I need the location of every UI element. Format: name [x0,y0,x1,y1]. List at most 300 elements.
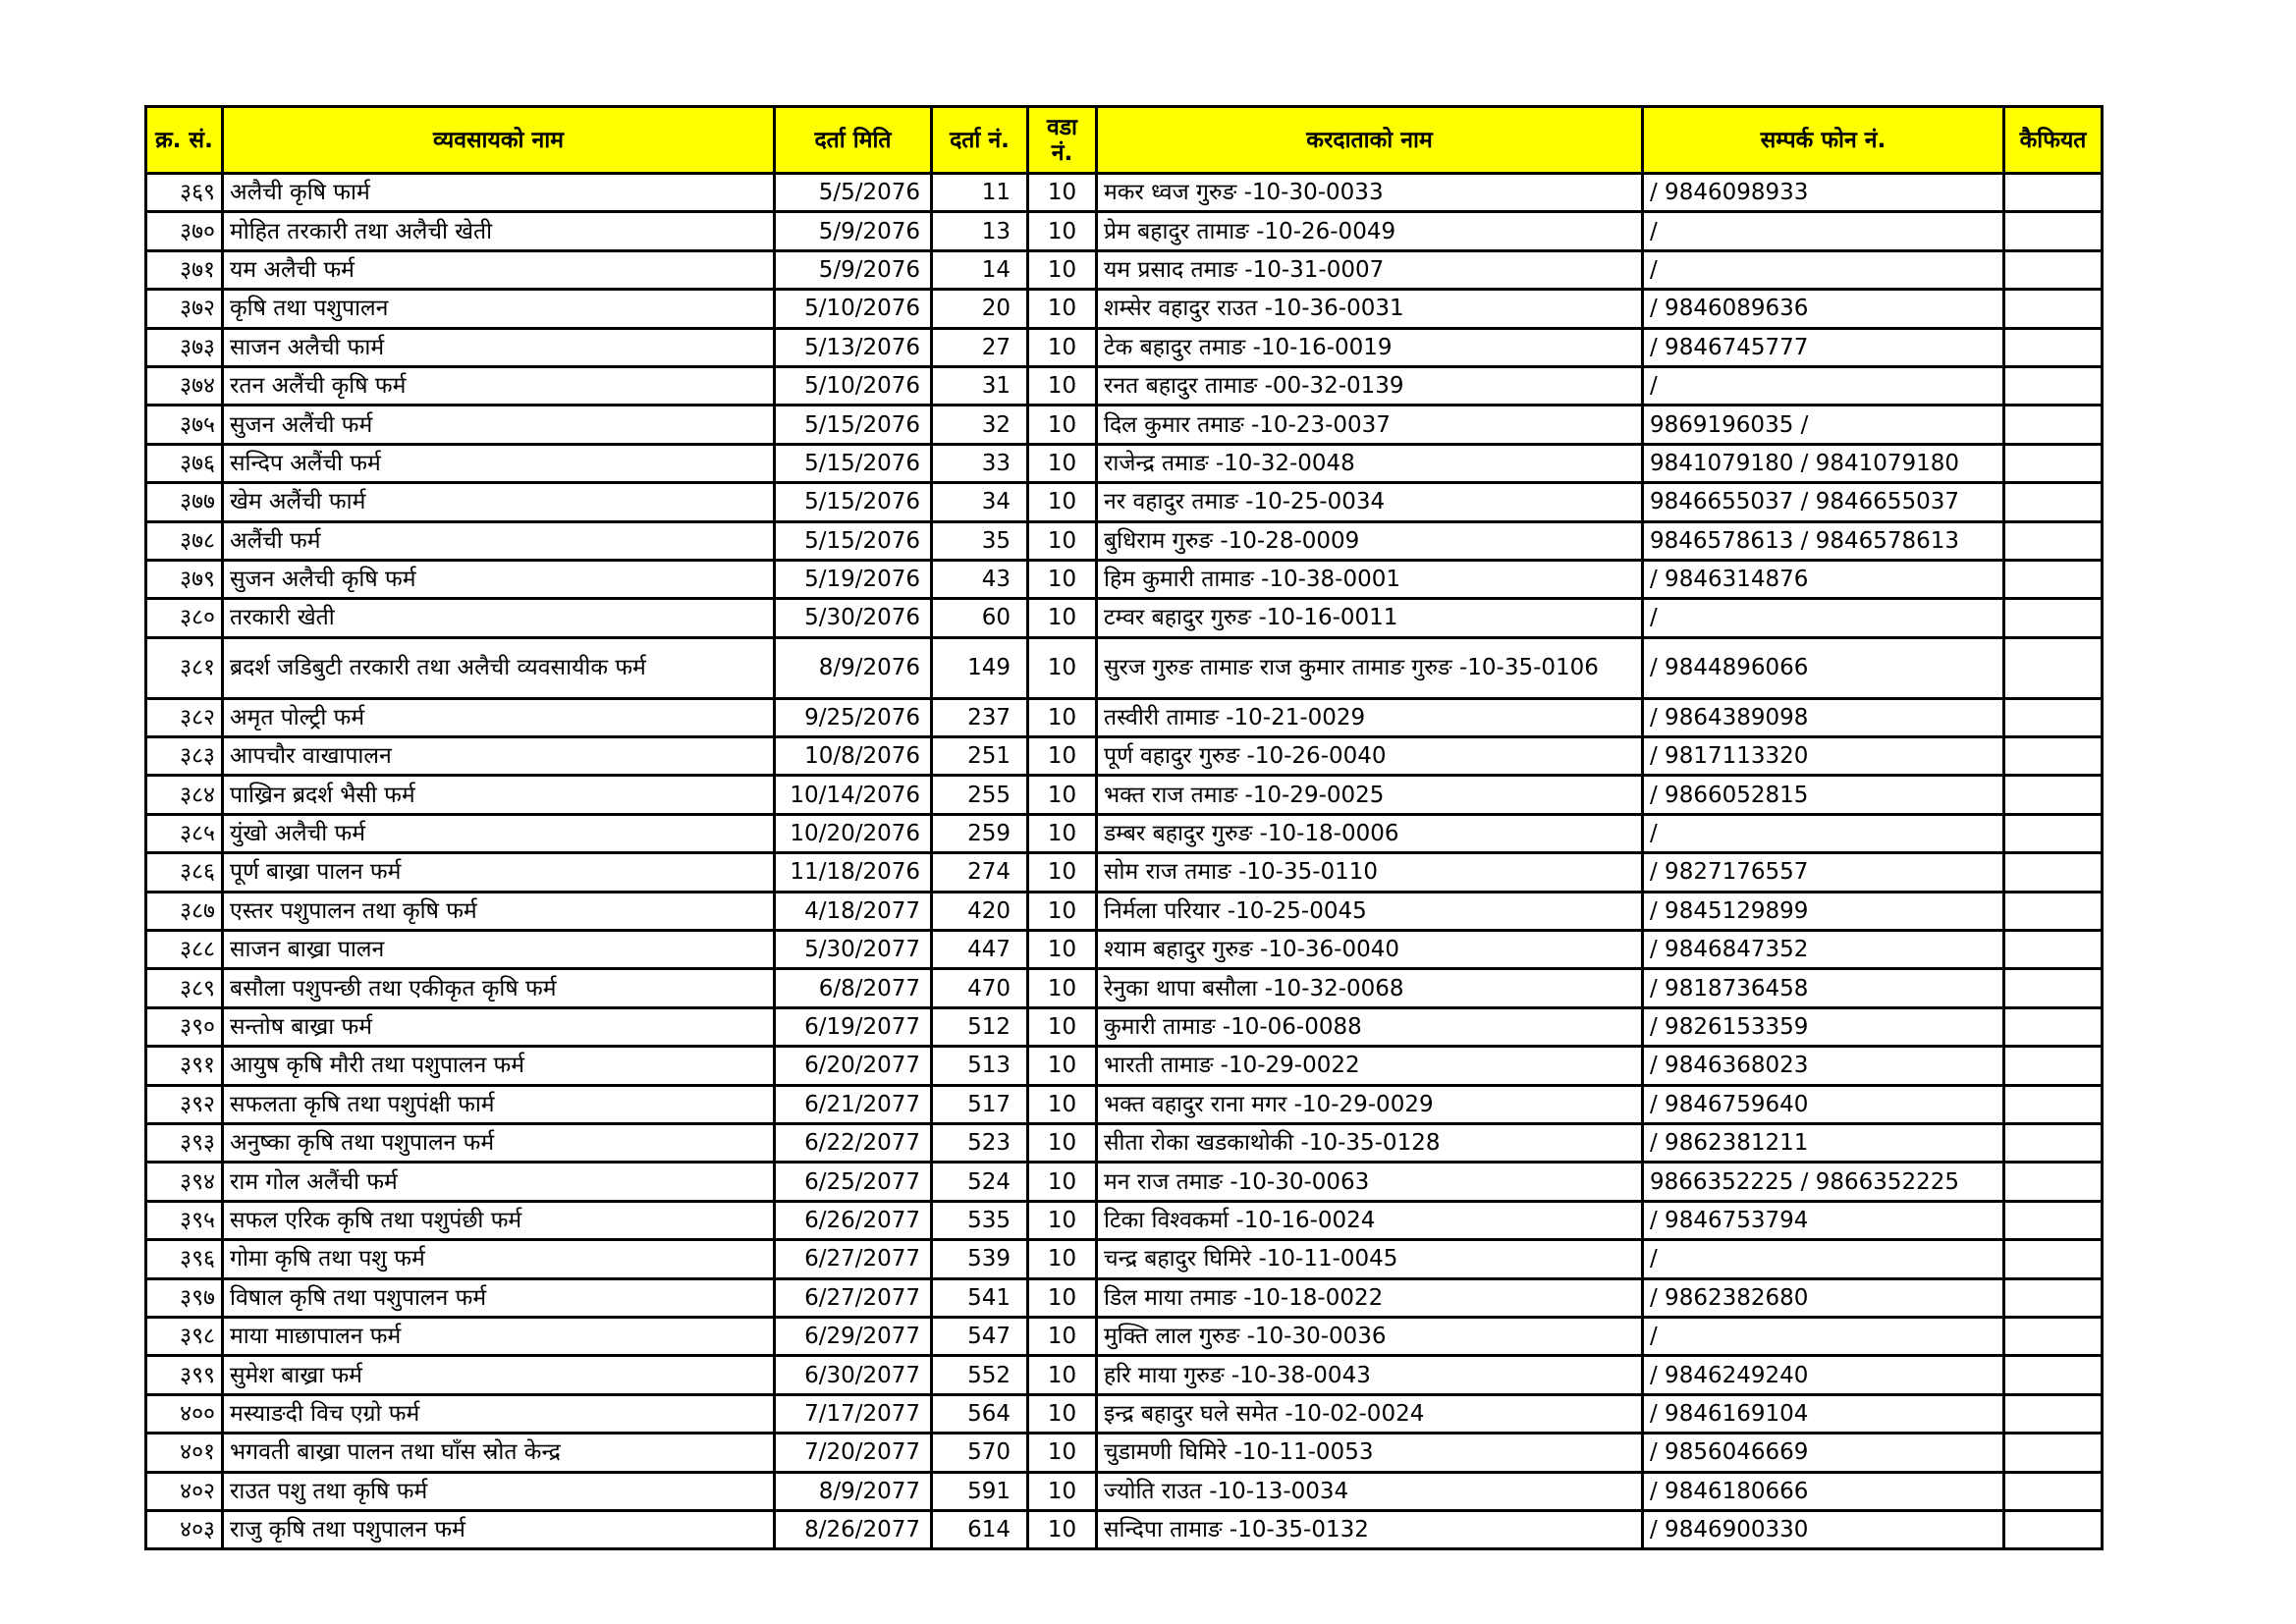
cell-reg-date: 5/13/2076 [775,328,932,366]
cell-phone: / [1643,250,2004,289]
cell-business-name: रतन अलैंची कृषि फर्म [223,366,775,405]
cell-serial: ३९६ [146,1240,223,1278]
table-row [146,637,2103,698]
cell-remarks [2004,250,2103,289]
cell-phone: / 9846089636 [1643,290,2004,328]
cell-taxpayer-name: दिल कुमार तमाङ -10-23-0037 [1097,406,1643,444]
cell-reg-no: 255 [932,776,1028,814]
cell-serial: ३७६ [146,444,223,482]
cell-taxpayer-name: श्याम बहादुर गुरुङ -10-36-0040 [1097,931,1643,969]
cell-reg-no: 570 [932,1434,1028,1472]
cell-taxpayer-name: भक्त वहादुर राना मगर -10-29-0029 [1097,1085,1643,1123]
cell-phone: / [1643,814,2004,852]
cell-remarks [2004,328,2103,366]
cell-ward: 10 [1028,776,1097,814]
col-header-phone: सम्पर्क फोन नं. [1643,107,2004,174]
cell-remarks [2004,1201,2103,1239]
cell-remarks [2004,1240,2103,1278]
cell-taxpayer-name: डम्बर बहादुर गुरुङ -10-18-0006 [1097,814,1643,852]
cell-business-name: गोमा कृषि तथा पशु फर्म [223,1240,775,1278]
cell-reg-no: 591 [932,1472,1028,1510]
cell-ward: 10 [1028,853,1097,892]
cell-reg-date: 6/27/2077 [775,1240,932,1278]
cell-ward: 10 [1028,1085,1097,1123]
cell-phone: / 9846314876 [1643,560,2004,598]
cell-serial: ३७१ [146,250,223,289]
cell-reg-date: 7/17/2077 [775,1394,932,1433]
cell-ward: 10 [1028,250,1097,289]
cell-reg-no: 43 [932,560,1028,598]
table-row [146,1472,2103,1510]
cell-reg-no: 512 [932,1007,1028,1046]
table-row [146,1047,2103,1085]
cell-reg-date: 6/26/2077 [775,1201,932,1239]
cell-reg-no: 34 [932,483,1028,521]
cell-ward: 10 [1028,814,1097,852]
cell-serial: ३९० [146,1007,223,1046]
cell-serial: ४०० [146,1394,223,1433]
cell-phone: / 9864389098 [1643,698,2004,736]
cell-reg-no: 60 [932,599,1028,637]
cell-reg-no: 564 [932,1394,1028,1433]
cell-reg-no: 11 [932,174,1028,212]
cell-serial: ३७९ [146,560,223,598]
cell-taxpayer-name: निर्मला परियार -10-25-0045 [1097,892,1643,930]
table-row [146,1394,2103,1433]
cell-phone: 9846578613 / 9846578613 [1643,521,2004,560]
table-row [146,1085,2103,1123]
cell-reg-date: 11/18/2076 [775,853,932,892]
cell-serial: ३७४ [146,366,223,405]
cell-remarks [2004,1317,2103,1355]
col-header-business-name: व्यवसायको नाम [223,107,775,174]
cell-taxpayer-name: राजेन्द्र तमाङ -10-32-0048 [1097,444,1643,482]
cell-remarks [2004,483,2103,521]
cell-reg-no: 149 [932,637,1028,698]
table-row [146,406,2103,444]
cell-phone: / 9844896066 [1643,637,2004,698]
cell-phone: / [1643,1240,2004,1278]
cell-reg-date: 5/9/2076 [775,250,932,289]
cell-serial: ३८४ [146,776,223,814]
cell-taxpayer-name: शम्सेर वहादुर राउत -10-36-0031 [1097,290,1643,328]
table-row [146,892,2103,930]
cell-taxpayer-name: डिल माया तमाङ -10-18-0022 [1097,1278,1643,1317]
table-row [146,290,2103,328]
cell-reg-date: 5/19/2076 [775,560,932,598]
cell-serial: ३९२ [146,1085,223,1123]
cell-phone: / 9846249240 [1643,1356,2004,1394]
table-row [146,1278,2103,1317]
cell-serial: ३८५ [146,814,223,852]
cell-serial: ३८८ [146,931,223,969]
cell-taxpayer-name: सोम राज तमाङ -10-35-0110 [1097,853,1643,892]
cell-business-name: विषाल कृषि तथा पशुपालन फर्म [223,1278,775,1317]
business-registry-sheet [144,105,2101,1550]
cell-remarks [2004,599,2103,637]
table-row [146,931,2103,969]
cell-business-name: अलैची कृषि फार्म [223,174,775,212]
cell-phone: / [1643,212,2004,250]
cell-taxpayer-name: टम्वर बहादुर गुरुङ -10-16-0011 [1097,599,1643,637]
cell-reg-date: 5/9/2076 [775,212,932,250]
cell-reg-date: 5/10/2076 [775,366,932,405]
cell-taxpayer-name: मुक्ति लाल गुरुङ -10-30-0036 [1097,1317,1643,1355]
cell-ward: 10 [1028,1434,1097,1472]
cell-business-name: राउत पशु तथा कृषि फर्म [223,1472,775,1510]
table-row [146,599,2103,637]
cell-serial: ३७३ [146,328,223,366]
cell-taxpayer-name: नर वहादुर तमाङ -10-25-0034 [1097,483,1643,521]
table-row [146,560,2103,598]
cell-reg-no: 274 [932,853,1028,892]
table-row [146,1240,2103,1278]
cell-serial: ३७२ [146,290,223,328]
cell-phone: 9846655037 / 9846655037 [1643,483,2004,521]
table-row [146,1123,2103,1162]
cell-reg-no: 447 [932,931,1028,969]
table-row [146,483,2103,521]
col-header-reg-no: दर्ता नं. [932,107,1028,174]
cell-business-name: राजु कृषि तथा पशुपालन फर्म [223,1510,775,1548]
business-registry-table [144,105,2104,1550]
cell-taxpayer-name: तस्वीरी तामाङ -10-21-0029 [1097,698,1643,736]
cell-business-name: आपचौर वाखापालन [223,737,775,776]
cell-business-name: आयुष कृषि मौरी तथा पशुपालन फर्म [223,1047,775,1085]
cell-serial: ३९८ [146,1317,223,1355]
cell-ward: 10 [1028,366,1097,405]
cell-remarks [2004,1510,2103,1548]
table-row [146,1510,2103,1548]
cell-reg-date: 6/29/2077 [775,1317,932,1355]
cell-reg-no: 31 [932,366,1028,405]
cell-reg-date: 5/15/2076 [775,521,932,560]
cell-business-name: साजन अलैची फार्म [223,328,775,366]
cell-remarks [2004,1123,2103,1162]
cell-reg-no: 523 [932,1123,1028,1162]
table-row [146,328,2103,366]
cell-ward: 10 [1028,444,1097,482]
cell-reg-date: 5/30/2076 [775,599,932,637]
cell-taxpayer-name: भारती तामाङ -10-29-0022 [1097,1047,1643,1085]
cell-ward: 10 [1028,1472,1097,1510]
cell-business-name: भगवती बाख्रा पालन तथा घाँस स्रोत केन्द्र [223,1434,775,1472]
cell-remarks [2004,1472,2103,1510]
cell-business-name: कृषि तथा पशुपालन [223,290,775,328]
cell-remarks [2004,174,2103,212]
cell-remarks [2004,521,2103,560]
cell-phone: / 9817113320 [1643,737,2004,776]
cell-reg-no: 541 [932,1278,1028,1317]
table-row [146,776,2103,814]
table-row [146,1007,2103,1046]
cell-ward: 10 [1028,737,1097,776]
table-row [146,212,2103,250]
cell-reg-date: 5/5/2076 [775,174,932,212]
cell-reg-no: 13 [932,212,1028,250]
col-header-reg-date: दर्ता मिति [775,107,932,174]
cell-business-name: युंखो अलैची फर्म [223,814,775,852]
table-row [146,853,2103,892]
cell-business-name: सन्दिप अलैंची फर्म [223,444,775,482]
cell-phone: / 9846180666 [1643,1472,2004,1510]
cell-remarks [2004,1007,2103,1046]
cell-serial: ३८६ [146,853,223,892]
cell-reg-date: 5/15/2076 [775,444,932,482]
table-body [146,174,2103,1549]
cell-reg-date: 6/27/2077 [775,1278,932,1317]
cell-phone: / [1643,366,2004,405]
cell-reg-no: 547 [932,1317,1028,1355]
cell-remarks [2004,931,2103,969]
cell-remarks [2004,406,2103,444]
cell-serial: ३८३ [146,737,223,776]
cell-ward: 10 [1028,1047,1097,1085]
cell-reg-date: 6/19/2077 [775,1007,932,1046]
cell-taxpayer-name: भक्त राज तमाङ -10-29-0025 [1097,776,1643,814]
cell-ward: 10 [1028,406,1097,444]
table-row [146,737,2103,776]
cell-phone: / 9826153359 [1643,1007,2004,1046]
table-row [146,174,2103,212]
cell-reg-no: 420 [932,892,1028,930]
cell-ward: 10 [1028,328,1097,366]
table-row [146,1356,2103,1394]
cell-serial: ३८० [146,599,223,637]
table-row [146,1317,2103,1355]
cell-serial: ३८७ [146,892,223,930]
cell-remarks [2004,814,2103,852]
cell-phone: / 9846847352 [1643,931,2004,969]
cell-business-name: मस्याङदी विच एग्रो फर्म [223,1394,775,1433]
cell-reg-no: 614 [932,1510,1028,1548]
cell-ward: 10 [1028,1356,1097,1394]
cell-phone: / 9845129899 [1643,892,2004,930]
cell-phone: 9866352225 / 9866352225 [1643,1163,2004,1201]
cell-business-name: बसौला पशुपन्छी तथा एकीकृत कृषि फर्म [223,969,775,1007]
cell-reg-date: 5/15/2076 [775,406,932,444]
cell-business-name: अलैंची फर्म [223,521,775,560]
cell-business-name: सफल एरिक कृषि तथा पशुपंछी फर्म [223,1201,775,1239]
cell-business-name: राम गोल अलैंची फर्म [223,1163,775,1201]
cell-taxpayer-name: चन्द्र बहादुर घिमिरे -10-11-0045 [1097,1240,1643,1278]
cell-serial: ३७० [146,212,223,250]
table-row [146,1201,2103,1239]
cell-business-name: मोहित तरकारी तथा अलैची खेती [223,212,775,250]
cell-business-name: सुजन अलैंची फर्म [223,406,775,444]
cell-phone: / 9827176557 [1643,853,2004,892]
cell-reg-date: 5/15/2076 [775,483,932,521]
cell-reg-date: 6/20/2077 [775,1047,932,1085]
cell-serial: ३६९ [146,174,223,212]
cell-ward: 10 [1028,1240,1097,1278]
cell-phone: / 9818736458 [1643,969,2004,1007]
cell-remarks [2004,1047,2103,1085]
cell-phone: / 9862382680 [1643,1278,2004,1317]
cell-reg-date: 8/9/2077 [775,1472,932,1510]
cell-serial: ३८९ [146,969,223,1007]
cell-phone: / 9846098933 [1643,174,2004,212]
cell-reg-date: 10/14/2076 [775,776,932,814]
cell-ward: 10 [1028,892,1097,930]
cell-reg-date: 6/22/2077 [775,1123,932,1162]
cell-serial: ४०२ [146,1472,223,1510]
cell-taxpayer-name: सुरज गुरुङ तामाङ राज कुमार तामाङ गुरुङ -10-35-0106 [1097,637,1643,698]
cell-remarks [2004,969,2103,1007]
cell-ward: 10 [1028,1123,1097,1162]
cell-taxpayer-name: सन्दिपा तामाङ -10-35-0132 [1097,1510,1643,1548]
cell-reg-date: 5/30/2077 [775,931,932,969]
cell-remarks [2004,1085,2103,1123]
cell-remarks [2004,1394,2103,1433]
cell-reg-date: 6/25/2077 [775,1163,932,1201]
cell-reg-date: 9/25/2076 [775,698,932,736]
cell-taxpayer-name: बुधिराम गुरुङ -10-28-0009 [1097,521,1643,560]
cell-phone: 9841079180 / 9841079180 [1643,444,2004,482]
cell-ward: 10 [1028,483,1097,521]
cell-business-name: एस्तर पशुपालन तथा कृषि फर्म [223,892,775,930]
cell-taxpayer-name: प्रेम बहादुर तामाङ -10-26-0049 [1097,212,1643,250]
cell-reg-date: 6/21/2077 [775,1085,932,1123]
cell-business-name: माया माछापालन फर्म [223,1317,775,1355]
cell-remarks [2004,637,2103,698]
table-row [146,521,2103,560]
cell-reg-date: 10/20/2076 [775,814,932,852]
cell-phone: / 9846900330 [1643,1510,2004,1548]
cell-serial: ३८२ [146,698,223,736]
cell-ward: 10 [1028,969,1097,1007]
cell-taxpayer-name: हिम कुमारी तामाङ -10-38-0001 [1097,560,1643,598]
cell-ward: 10 [1028,1394,1097,1433]
cell-ward: 10 [1028,637,1097,698]
cell-serial: ३७५ [146,406,223,444]
cell-reg-no: 552 [932,1356,1028,1394]
cell-remarks [2004,1356,2103,1394]
cell-reg-no: 35 [932,521,1028,560]
cell-business-name: सुजन अलैची कृषि फर्म [223,560,775,598]
cell-phone: / 9866052815 [1643,776,2004,814]
cell-ward: 10 [1028,521,1097,560]
table-header [146,107,2103,174]
table-row [146,366,2103,405]
cell-reg-no: 251 [932,737,1028,776]
cell-taxpayer-name: पूर्ण वहादुर गुरुङ -10-26-0040 [1097,737,1643,776]
cell-business-name: अनुष्का कृषि तथा पशुपालन फर्म [223,1123,775,1162]
cell-ward: 10 [1028,560,1097,598]
cell-reg-date: 8/26/2077 [775,1510,932,1548]
table-row [146,250,2103,289]
cell-reg-date: 8/9/2076 [775,637,932,698]
cell-serial: ३८१ [146,637,223,698]
col-header-remarks: कैफियत [2004,107,2103,174]
col-header-serial: क्र. सं. [146,107,223,174]
cell-reg-no: 33 [932,444,1028,482]
col-header-taxpayer-name: करदाताको नाम [1097,107,1643,174]
cell-taxpayer-name: कुमारी तामाङ -10-06-0088 [1097,1007,1643,1046]
cell-ward: 10 [1028,1163,1097,1201]
cell-reg-no: 524 [932,1163,1028,1201]
cell-phone: / 9846753794 [1643,1201,2004,1239]
cell-ward: 10 [1028,1510,1097,1548]
cell-ward: 10 [1028,931,1097,969]
cell-remarks [2004,444,2103,482]
cell-business-name: सफलता कृषि तथा पशुपंक्षी फार्म [223,1085,775,1123]
cell-remarks [2004,290,2103,328]
cell-reg-no: 14 [932,250,1028,289]
cell-taxpayer-name: ज्योति राउत -10-13-0034 [1097,1472,1643,1510]
cell-remarks [2004,212,2103,250]
table-row [146,969,2103,1007]
cell-remarks [2004,366,2103,405]
table-row [146,698,2103,736]
cell-business-name: पाख्रिन ब्रदर्श भैसी फर्म [223,776,775,814]
cell-phone: / [1643,599,2004,637]
cell-phone: / 9846745777 [1643,328,2004,366]
cell-business-name: पूर्ण बाख्रा पालन फर्म [223,853,775,892]
cell-taxpayer-name: रेनुका थापा बसौला -10-32-0068 [1097,969,1643,1007]
cell-serial: ३९४ [146,1163,223,1201]
cell-ward: 10 [1028,174,1097,212]
table-row [146,814,2103,852]
cell-ward: 10 [1028,1317,1097,1355]
cell-taxpayer-name: टिका विश्वकर्मा -10-16-0024 [1097,1201,1643,1239]
cell-phone: / 9846169104 [1643,1394,2004,1433]
cell-serial: ४०१ [146,1434,223,1472]
cell-phone: / 9856046669 [1643,1434,2004,1472]
table-row [146,1434,2103,1472]
cell-ward: 10 [1028,1201,1097,1239]
cell-reg-no: 535 [932,1201,1028,1239]
cell-ward: 10 [1028,290,1097,328]
cell-taxpayer-name: सीता रोका खडकाथोकी -10-35-0128 [1097,1123,1643,1162]
cell-serial: ३९५ [146,1201,223,1239]
cell-taxpayer-name: मकर ध्वज गुरुङ -10-30-0033 [1097,174,1643,212]
cell-reg-no: 539 [932,1240,1028,1278]
cell-reg-no: 259 [932,814,1028,852]
cell-ward: 10 [1028,1007,1097,1046]
cell-ward: 10 [1028,1278,1097,1317]
cell-phone: / 9862381211 [1643,1123,2004,1162]
cell-reg-date: 10/8/2076 [775,737,932,776]
cell-remarks [2004,892,2103,930]
cell-remarks [2004,1434,2103,1472]
cell-reg-no: 27 [932,328,1028,366]
cell-reg-date: 5/10/2076 [775,290,932,328]
cell-remarks [2004,1278,2103,1317]
cell-business-name: खेम अलैंची फार्म [223,483,775,521]
cell-reg-date: 6/30/2077 [775,1356,932,1394]
cell-reg-date: 7/20/2077 [775,1434,932,1472]
cell-serial: ३९७ [146,1278,223,1317]
cell-ward: 10 [1028,698,1097,736]
cell-remarks [2004,853,2103,892]
cell-serial: ३९३ [146,1123,223,1162]
col-header-ward: वडा नं. [1028,107,1097,174]
cell-reg-date: 4/18/2077 [775,892,932,930]
table-row [146,444,2103,482]
cell-reg-no: 513 [932,1047,1028,1085]
cell-serial: ३७७ [146,483,223,521]
cell-serial: ४०३ [146,1510,223,1548]
cell-business-name: सुमेश बाख्रा फर्म [223,1356,775,1394]
cell-remarks [2004,698,2103,736]
cell-reg-no: 20 [932,290,1028,328]
cell-business-name: साजन बाख्रा पालन [223,931,775,969]
cell-serial: ३९९ [146,1356,223,1394]
cell-reg-no: 470 [932,969,1028,1007]
cell-business-name: सन्तोष बाख्रा फर्म [223,1007,775,1046]
cell-taxpayer-name: हरि माया गुरुङ -10-38-0043 [1097,1356,1643,1394]
